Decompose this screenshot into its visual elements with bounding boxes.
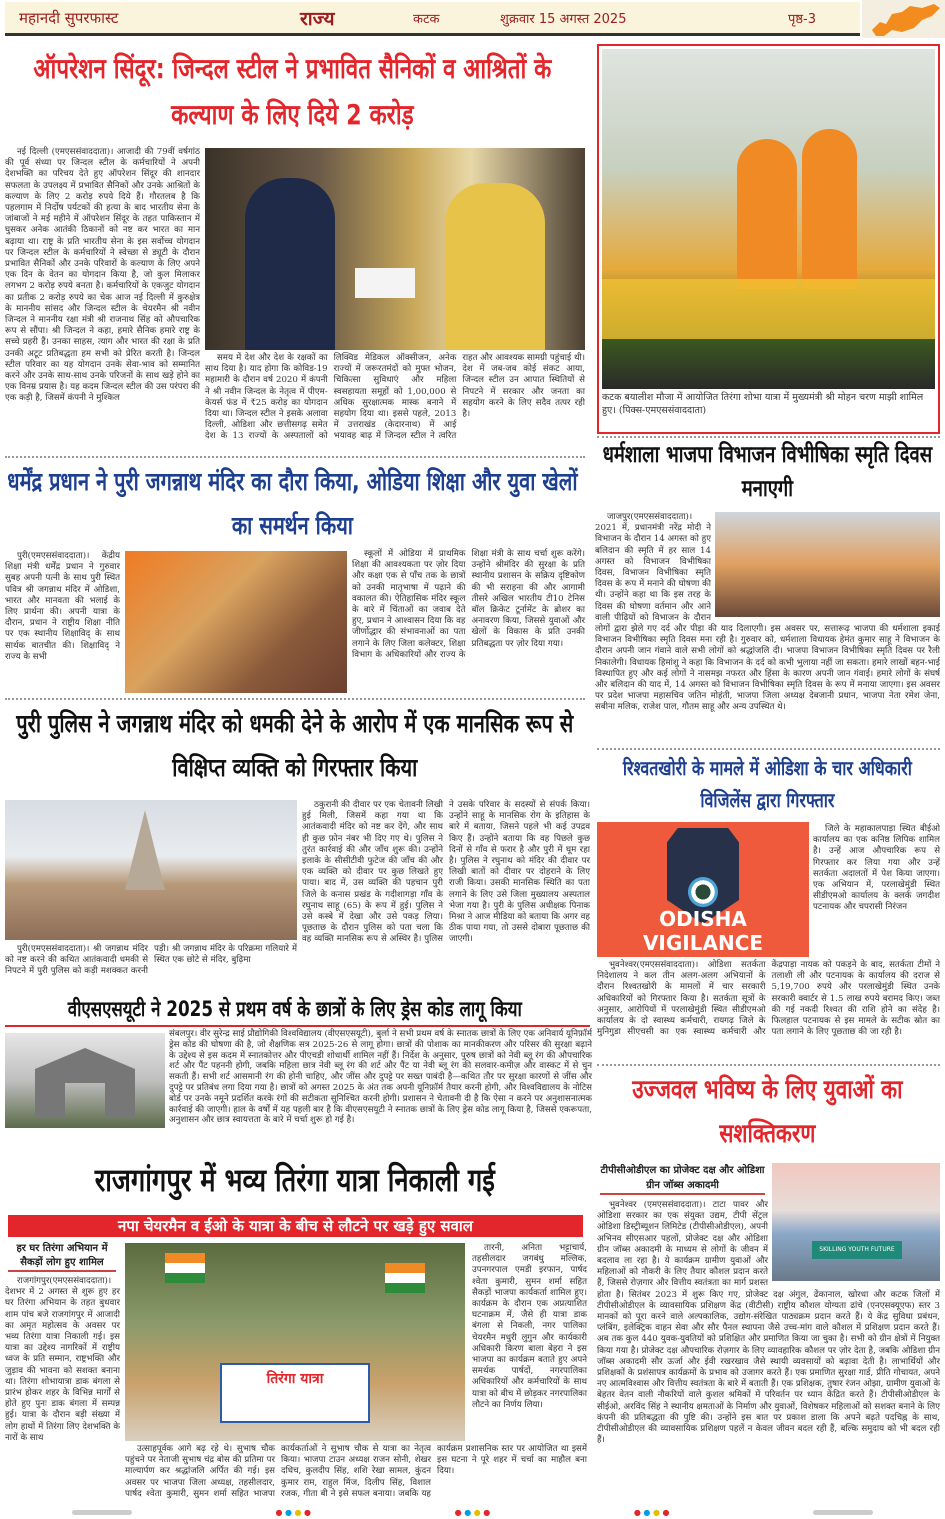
paragraph: नई दिल्ली (एमएससंवाददाता)। आजादी की 79वीं वर्षगांठ की पूर्व संध्या पर जिन्दल स्टील के कर्मचारियों ने अपनी देशभक्ति का परिचय देते हुए ऑपरेशन सिंदूर की शानदार सफलता के उपलक्ष्य में प्रभावित सैनिकों और उनके आश्रितों के कल्याण के लिए 2 करोड़ रुपये दिये हैं। गौरतलब है कि पहलगाम में निर्दोष पर्यटकों की हत्या के बाद भारतीय सेना के जांबाजों ने मई महीने में ऑपरेशन सिंदूर के तहत पाकिस्तान में घुसकर अनेक आतंकी ठिकानों को नष्ट कर भारत का मान बढ़ाया था। राष्ट्र के प्रति भारतीय सेना के इस सर्वोच्च योगदान पर जिन्दल स्टील के कर्मचारियों ने स्वेच्छा से ड्यूटी के दौरान प्रभावित सैनिकों और उनके परिवारों के कल्याण के लिए अपने एक दिन के वेतन का योगदान किया है, जो कुल मिलाकर लगभग 2 करोड़ रुपये बनता है। कर्मचारियों के एकजुट योगदान का प्रतीक 2 करोड़ रुपये का चेक आज नई दिल्ली में कुरुक्षेत्र के माननीय सांसद और जिन्दल स्टील के चेयरमैन श्री नवीन जिन्दल ने माननीय रक्षा मंत्री श्री राजनाथ सिंह को औपचारिक रूप से सौंपा। श्री जिन्दल ने कहा, हमारे सैनिक हमारे राष्ट्र के सच्चे प्रहरी हैं। उनका साहस, त्याग और भारत की रक्षा के प्रति उनकी अटूट प्रतिबद्धता हम सभी को प्रेरित करती है। जिन्दल स्टील परिवार का यह योगदान उनके सेवा-भाव को सम्मानित करने और उनके साथ-साथ उनके परिजनों के साथ खड़े होने का एक विनम्र प्रयास है। यह कदम जिन्दल स्टील की उस परंपरा की एक कड़ी है, जिसमें कंपनी ने मुश्किल	[5, 147, 200, 404]
paper-name: महानदी सुपरफास्ट	[19, 8, 119, 27]
photo-banner: SKILLING YOUTH FUTURE	[812, 1241, 902, 1259]
article-text	[595, 512, 940, 714]
photo-box-tiranga	[597, 44, 940, 434]
section-name: राज्य	[300, 7, 335, 30]
paragraph	[595, 512, 940, 714]
divider	[597, 1064, 940, 1066]
article-text	[5, 1276, 120, 1444]
float-spacer	[768, 1200, 940, 1284]
subheadline: हर घर तिरंगा अभियान में सैकड़ों लोग हुए शामिल	[8, 1242, 116, 1272]
paragraph: स्कूलों में ओडिया में प्राथमिक शिक्षा की आवश्यकता पर ज़ोर दिया और कक्षा एक से पाँच तक के छात्रों को उनकी मातृभाषा में पढ़ाने की वकालत की। ऐतिहासिक मंदिर स्कूल के बारे में चिंताओं का जवाब देते हुए, प्रधान ने आश्वासन दिया कि वह जीर्णोद्धार की संभावनाओं का पता लगाने के लिए जिला कलेक्टर, शिक्षा विभाग के अधिकारियों और राज्य के शिक्षा मंत्री के साथ चर्चा शुरू करेंगे। उन्होंने श्रीमंदिर की सुरक्षा के प्रति स्थानीय प्रशासन के सक्रिय दृष्टिकोण की भी सराहना की और आगामी तीसरे अखिल भारतीय टी10 टेनिस बॉल क्रिकेट टूर्नामेंट के ब्रोशर का अनावरण किया, जिससे युवाओं और खेलों के विकास के प्रति उनकी प्रतिबद्धता पर ज़ोर दिया गया।	[352, 549, 585, 660]
paragraph: जिले के महाकालपाड़ा स्थित बीईओ कार्यालय का एक कनिष्ठ लिपिक शामिल है। उन्हें आज औपचारिक रूप से गिरफ्तार कर लिया गया और उन्हें सतर्कता अदालतों में पेश किया जाएगा। एक अभियान में, परलाखेमुंडी स्थित सीडीएमओ कार्यालय के क्लर्क जगदीश पटनायक और चपरासी निरंजन	[813, 824, 940, 913]
divider	[5, 698, 585, 700]
red-banner: नपा चेयरमैन व ईओ के यात्रा के बीच से लौटने पर खड़े हुए सवाल	[8, 1215, 583, 1237]
vigilance-logo-text: ODISHA VIGILANCE	[642, 907, 764, 955]
photo-jindal-rajnath	[205, 148, 585, 350]
photo-cm-yatra	[602, 49, 935, 389]
headline-dharamshala: धर्मशाला भाजपा विभाजन विभीषिका स्मृति दिवस मनाएगी	[602, 442, 933, 502]
paragraph: पुरी(एमएससंवाददाता)। श्री जगन्नाथ मंदिर को नष्ट करने की कथित आतंकवादी धमकी से निपटने में पुरी पुलिस को कड़ी मशक्कत करनी पड़ी। श्री जगन्नाथ मंदिर के परिक्रमा गलियारे में स्थित एक छोटे से मंदिर, बुढ़िमा	[5, 944, 297, 977]
paragraph: राजगांगपुर(एमएससंवाददाता)। देशभर में 2 अगस्त से शुरू हुए हर घर तिरंगा अभियान के तहत बुधवार शाम पांच बजे राजगांगपुर में आजादी का अमृत महोत्सव के अवसर पर भव्य तिरंगा यात्रा निकाली गई। इस यात्रा का उद्देश्य नागरिकों में राष्ट्रीय ध्वज के प्रति सम्मान, राष्ट्रभक्ति और जुड़ाव की भावना को सशक्त बनाना था। तिरंगा शोभायात्रा डाक बंगला से प्रारंभ होकर शहर के विभिन्न मार्गों से होते हुए पुनः डाक बंगला में सम्पन्न हुई। यात्रा के दौरान बड़ी संख्या में लोग हाथों में तिरंगा लिए देशभक्ति के नारों के साथ	[5, 1276, 120, 1443]
paragraph: ठकुरानी की दीवार पर एक चेतावनी लिखी हुई मिली, जिसमें कहा गया था कि आतंकवादी मंदिर को नष्ट कर देंगे, और साथ ही कुछ फ़ोन नंबर भी दिए गए थे। पुलिस ने तुरंत कार्रवाई की और जाँच शुरू की। उन्होंने इलाके के सीसीटीवी फुटेज की जाँच की और एक व्यक्ति को दीवार पर कुछ लिखते हुए पाया। बाद में, उस व्यक्ति की पहचान पुरी जिले के कनास प्रखंड के गदीशागड़ा गाँव के रघुनाथ साहू (65) के रूप में हुई। पुलिस ने उसे कस्बे में देखा और उसे पकड़ लिया। पूछताछ के दौरान पुलिस को पता चला कि वह व्यक्ति मानसिक रूप से अस्थिर है। पुलिस ने उसके परिवार के सदस्यों से संपर्क किया। उन्होंने साहू के मानसिक रोग के इतिहास के बारे में बताया, जिसने पहले भी कई उपद्रव किए हैं। उन्होंने बताया कि वह पिछले कुछ दिनों से गाँव से फरार है और पुरी में घूम रहा है। पुलिस ने रघुनाथ को मंदिर की दीवार पर लिखी बातों को दीवार पर दोहराने के लिए राजी किया। उसकी मानसिक स्थिति का पता लगाने के लिए उसे जिला मुख्यालय अस्पताल भेजा गया है। पुरी के पुलिस अधीक्षक पिनाक मिश्रा ने आज मीडिया को बताया कि अगर वह ठीक पाया गया, तो उससे दोबारा पूछताछ की जाएगी।	[302, 800, 590, 945]
date: शुक्रवार 15 अगस्त 2025	[500, 11, 627, 27]
vigilance-logo	[597, 822, 809, 957]
print-registration-marks: ● ● ● ● ● ● ● ● ● ● ● ●	[0, 1505, 945, 1519]
article-text	[5, 551, 120, 663]
article-text	[5, 944, 297, 978]
article-text	[472, 1243, 587, 1411]
headline-pradhan: धर्मेंद्र प्रधान ने पुरी जगन्नाथ मंदिर का दौरा किया, ओडिया शिक्षा और युवा खेलों का समर्थन किया	[7, 467, 578, 540]
paragraph: भुवनेश्वर(एमएससंवाददाता)। ओडिशा सतर्कता निदेशालय ने कल तीन अलग-अलग अभियानों के दौरान रिश्वतखोरी के मामलों में चार सरकारी अधिकारियों को गिरफ्तार किया है। सतर्कता सूत्रों के अनुसार, आरोपियों में परलाखेमुंडी स्थित सीडीएमओ कार्यालय के दो स्वास्थ्य कर्मचारी, रायगढ़ जिले के मुनिगुडा सीएचसी का एक स्वास्थ्य कर्मचारी और केंद्रपाड़ा नायक को पकड़ने के बाद, सतर्कता टीमों ने तलाशी ली और पटनायक के कार्यालय की दराज से 5,19,700 रुपये और परलाखेमुंडी स्थित उनके सरकारी क्वार्टर से 1.5 लाख रुपये बरामद किए। जब्त की गई नकदी रिश्वत की राशि होने का संदेह है। फिलहाल पटनायक से इस मामले के सटीक स्रोत का पता लगाने के लिए पूछताछ की जा रही है।	[597, 960, 940, 1038]
paragraph	[597, 1200, 940, 1446]
odisha-map-icon	[862, 0, 945, 38]
paragraph: तारनी, अनिता भट्टाचार्य, तहसीलदार जगबंधु मल्लिक, उपनगरपाल एमडी इरफान, पार्षद श्वेता कुमारी, सुमन शर्मा सहित सैकड़ों भाजपा कार्यकर्ता शामिल हुए। कार्यक्रम के दौरान एक अप्रत्याशित घटनाक्रम में, जैसे ही यात्रा डाक बंगला से निकली, नगर पालिका चेयरमैन मधुरी लुगुन और कार्यकारी अधिकारी किरण बाला बेहरा ने इस भाजपा का कार्यक्रम बताते हुए अपने समर्थक पार्षदों, नगरपालिका अधिकारियों और कर्मचारियों के साथ यात्रा को बीच में छोड़कर नगरपालिका लौटने का निर्णय लिया।	[472, 1243, 587, 1410]
paragraph-text: जाजपुर(एमएससंवाददाता)। 2021 में, प्रधानमंत्री नरेंद्र मोदी ने विभाजन के दौरान 14 अगस्त को हुए बलिदान की स्मृति में हर साल 14 अगस्त को विभाजन विभीषिका दिवस, विभाजन विभीषिका स्मृति दिवस के रूप में मनाने की घोषणा की थी। उन्होंने कहा था कि इस तरह के दिवस की घोषणा वर्तमान और आने वाली पीढ़ियों को विभाजन के दौरान लोगों द्वारा झेले गए दर्द और पीड़ा की याद दिलाएगी। इस अवसर पर, सत्तारूढ़ भाजपा की धर्मशाला इकाई विभाजन विभीषिका स्मृति दिवस मना रही है। गुरुवार को, धर्मशाला विधायक हेमंत कुमार साहू ने विभाजन के दौरान अपनी जान गंवाने वाले सभी लोगों को श्रद्धांजलि दी। भाजपा विभाजन विभीषिका स्मृति दिवस पर रैली निकालेगी। विधायक हिमांशु ने कहा कि विभाजन के दर्द को कभी भुलाया नहीं जा सकता। हमारे लाखों बहन-भाई विस्थापित हुए और कई लोगों ने नासमझ नफरत और हिंसा के कारण अपनी जान गंवाई। हमारे लोगों के संघर्ष और बलिदान की याद में, 14 अगस्त को विभाजन विभीषिका स्मृति दिवस के रूप में मनाया जाएगा। इस अवसर पर प्रदेश भाजपा महासचिव जतिन मोहंती, भाजपा जिला अध्यक्ष देबजानी प्रधान, भाजपा नेता रमेश जेना, सबीना मलिक, राजेश पाल, गौतम साहू और अन्य उपस्थित थे।	[595, 512, 940, 713]
article-text	[302, 800, 590, 946]
article-text	[125, 1444, 587, 1500]
headline-youth: उज्जवल भविष्य के लिए युवाओं का सशक्तिकरण	[632, 1075, 903, 1149]
divider	[5, 1025, 590, 1027]
headline-puri-police: पुरी पुलिस ने जगन्नाथ मंदिर को धमकी देने के आरोप में एक मानसिक रूप से विक्षिप्त व्यक्ति को गिरफ्तार किया	[16, 709, 574, 782]
banner-sign-text: तिरंगा यात्रा	[266, 1371, 324, 1387]
headline-rajgangpur: राजगांगपुर में भव्य तिरंगा यात्रा निकाली गई	[94, 1161, 495, 1199]
article-text	[352, 549, 585, 661]
article-text	[205, 353, 585, 443]
banner-sign	[220, 1363, 370, 1423]
city: कटक	[413, 11, 440, 27]
page-number: पृष्ठ-3	[788, 11, 817, 27]
headline-vssut: वीएसएसयूटी ने 2025 से प्रथम वर्ष के छात्रों के लिए ड्रेस कोड लागू किया	[67, 997, 522, 1021]
paragraph-text: संबलपुर। वीर सुरेन्द्र साई प्रौद्योगिकी विश्वविद्यालय (वीएसएसयूटी), बुर्ला ने सभी प्रथम वर्ष के स्नातक छात्रों के लिए एक अनिवार्य यूनिफ़ॉर्म ड्रेस कोड की घोषणा की है, जो शैक्षणिक सत्र 2025-26 से लागू होगा। छात्रों की पोशाक का मानकीकरण और परिसर की सुरक्षा बढ़ाने के उद्देश्य से इस कदम में स्नातकोत्तर और पीएचडी शोधार्थी शामिल नहीं हैं। निर्देश के अनुसार, पुरुष छात्रों को नेवी ब्लू रंग की औपचारिक शर्ट और पैंट पहननी होगी, जबकि महिला छात्र नेवी ब्लू रंग की शर्ट और पैंट या नेवी ब्लू रंग की सलवार-कमीज़ और वास्कट में से चुन सकती हैं। सभी शर्ट आसमानी रंग की होनी चाहिए, और जींस और दुपट्टे पर सख्त पाबंदी है—कथित तौर पर सुरक्षा कारणों से जींस और दुपट्टे पर प्रतिबंध लगा दिया गया है। छात्रों को अगस्त 2025 के अंत तक अपनी यूनिफ़ॉर्म तैयार करनी होगी, और विश्वविद्यालय के नोटिस बोर्ड पर उनके नमूने प्रदर्शित करके रंगों की सटीकता सुनिश्चित करनी होगी। प्रशासन ने चेतावनी दी है कि ऐसा न करने पर अनुशासनात्मक कार्रवाई की जाएगी। हाल के वर्षों में यह पहली बार है कि वीएसएसयूटी ने स्नातक छात्रों के लिए ड्रेस कोड लागू किया है, जिससे एकरूपता, अनुशासन और छात्र स्वायत्तता के बारे में चर्चा शुरू हो गई है।	[169, 1029, 593, 1126]
paragraph: उत्साहपूर्वक आगे बढ़ रहे थे। सुभाष चौक पहुंचने पर नेताजी सुभाष चंद्र बोस की प्रतिमा पर माल्यार्पण कर श्रद्धांजलि अर्पित की गई। इस अवसर पर भाजपा जिला अध्यक्ष, तहसीलदार, पार्षद श्वेता कुमारी, सुमन शर्मा सहित भाजपा कार्यकर्ताओं ने सुभाष चौक से यात्रा का नेतृत्व किया। भाजपा टाउन अध्यक्ष राजन सोनी, शेखर दधिच, कुलदीप सिंह, शशि रेखा सामल, कुंदन कुमार राम, राहुल मिंज, दिलीप सिंह, विशाल रजक, गीता बी ने इसे सफल बनाया। जबकि यह कार्यक्रम प्रशासनिक स्तर पर आयोजित था इसमें इस घटना ने पूरे शहर में चर्चा का माहौल बना दिया।	[125, 1444, 587, 1499]
paragraph-text: भुवनेश्वर (एमएससंवाददाता)। टाटा पावर और ओडिशा सरकार का एक संयुक्त उद्यम, टीपी सेंट्रल ओडिशा डिस्ट्रीब्यूशन लिमिटेड (टीपीसीओडीएल), अपनी अभिनव सीएसआर पहलों, प्रोजेक्ट दक्ष और ओडिशा ग्रीन जॉब्स अकादमी के माध्यम से लोगों के जीवन में बदलाव ला रहा है। ये कार्यक्रम ग्रामीण युवाओं और महिलाओं को नौकरी के लिए तैयार कौशल प्रदान करते हैं, जिससे रोज़गार और वित्तीय स्वतंत्रता का मार्ग प्रशस्त होता है। सितंबर 2023 में शुरू किए गए, प्रोजेक्ट दक्ष अंगुल, ढेंकानाल, खोरधा और कटक जिलों में टीपीसीओडीएल के व्यावसायिक प्रशिक्षण केंद्र (वीटीसी) राष्ट्रीय कौशल योग्यता ढांचे (एनएसक्यूएफ) स्तर 3 मानकों को पूरा करने वाले अल्पकालिक, उद्योग-संरेखित पाठ्यक्रम प्रदान करते हैं। ये केंद्र सुविधा प्रबंधन, प्लंबिंग, इलेक्ट्रिक वाहन सेवा और सौर पैनल स्थापना जैसे उच्च-मांग वाले कौशल में प्रशिक्षण प्रदान करते हैं। अब तक कुल 440 युवक-युवतियों को प्रशिक्षित और प्रमाणित किया जा चुका है। सभी को ग्रीन क्षेत्रों में नियुक्त किया गया है। प्रोजेक्ट दक्ष औपचारिक रोज़गार के लिए व्यावहारिक कौशल पर ज़ोर देता है, जबकि ओडिशा ग्रीन जॉब्स अकादमी सौर ऊर्जा और ईवी रखरखाव जैसे स्थायी व्यवसायों को बढ़ावा देती है। लाभार्थियों और प्रशिक्षकों के प्रशंसापत्र कार्यक्रमों के प्रभाव को उजागर करते हैं। एक प्रमाणित सुरक्षा गार्ड, प्रीति गोचायत, अपने नए आत्मविश्वास और वित्तीय स्वतंत्रता के बारे में बताती हैं। एक प्रशिक्षक, तुषार रंजन ओझा, ग्रामीण युवाओं के बेहतर वेतन वाली नौकरियों वाले कुशल श्रमिकों में परिवर्तन पर ध्यान केंद्रित करते हैं। टीपीसीओडीएल के सीईओ, अरविंद सिंह ने स्थानीय क्षमताओं के निर्माण और युवाओं, विशेषकर महिलाओं को सशक्त बनाने के लिए कंपनी की प्रतिबद्धता की पुष्टि की। उन्होंने इस बात पर प्रकाश डाला कि अपने बढ़ते पदचिह्न के साथ, टीपीसीओडीएल की व्यावसायिक प्रशिक्षण पहलें न केवल जीवन बदल रही हैं, बल्कि समुदाय को भी बदल रही हैं।	[597, 1200, 940, 1446]
paragraph	[5, 1029, 592, 1126]
divider	[597, 748, 940, 750]
paragraph: समय में देश और देश के रक्षकों का साथ दिया है। याद होगा कि कोविड-19 महामारी के दौरान वर्ष 2020 में कंपनी ने श्री नवीन जिन्दल के नेतृत्व में पीएम-केयर्स फंड में ₹25 करोड़ का योगदान दिया था। जिन्दल स्टील ने इसके अलावा दिल्ली, ओडिशा और छत्तीसगढ़ समेत देश के 13 राज्यों के अस्पतालों को लिक्विड मेडिकल ऑक्सीजन, अनेक राज्यों में जरूरतमंदों को मुफ्त भोजन, चिकित्सा सुविधाएं और महिला स्वसहायता समूहों को 1,00,000 से अधिक सुरक्षात्मक मास्क बनाने में सहयोग दिया था। इससे पहले, 2013 में उत्तराखंड (केदारनाथ) में आई भयावह बाढ़ में जिन्दल स्टील ने त्वरित राहत और आवश्यक सामग्री पहुंचाई थी। देश में जब-जब कोई संकट आया, जिन्दल स्टील उन आपात स्थितियों से निपटने में सरकार और जनता का सहयोग करने के लिए सदैव तत्पर रही है।	[205, 353, 585, 442]
article-text	[5, 1029, 592, 1129]
article-text	[597, 960, 940, 1038]
masthead-bar	[5, 2, 860, 36]
divider	[5, 456, 585, 458]
float-spacer	[5, 1029, 169, 1129]
article-text	[597, 1200, 940, 1446]
photo-tiranga-yatra	[125, 1243, 465, 1441]
float-spacer	[711, 512, 940, 620]
headline-jindal: ऑपरेशन सिंदूर: जिन्दल स्टील ने प्रभावित सैनिकों व आश्रितों के कल्याण के लिए दिये 2 करोड़	[33, 52, 552, 131]
paragraph: पुरी(एमएससंवाददाता)। केंद्रीय शिक्षा मंत्री धर्मेंद्र प्रधान ने गुरुवार सुबह अपनी पत्नी के साथ पुरी स्थित पवित्र श्री जगन्नाथ मंदिर में ओडिशा, भारत और मानवता की भलाई के लिए प्रार्थना की। अपनी यात्रा के दौरान, प्रधान ने राष्ट्रीय शिक्षा नीति पर एक स्थानीय शिक्षाविद् के साथ सार्थक बातचीत की। शिक्षाविद् ने राज्य के सभी	[5, 551, 120, 662]
photo-jagannath-temple	[5, 800, 297, 940]
photo-pradhan-temple	[125, 551, 347, 693]
article-text	[813, 824, 940, 914]
article-text	[5, 147, 200, 405]
subheadline: टीपीसीओडीएल का प्रोजेक्ट दक्ष और ओडिशा ग्रीन जॉब्स अकादमी	[600, 1163, 765, 1195]
headline-vigilance: रिश्वतखोरी के मामले में ओडिशा के चार अधिकारी विजिलेंस द्वारा गिरफ्तार	[622, 756, 912, 812]
photo-caption: कटक बयालीश मौजा में आयोजित तिरंगा शोभा यात्रा में मुख्यमंत्री श्री मोहन चरण माझी शामिल हुए। (पिक्स-एमएससंवाददाता)	[602, 392, 924, 416]
